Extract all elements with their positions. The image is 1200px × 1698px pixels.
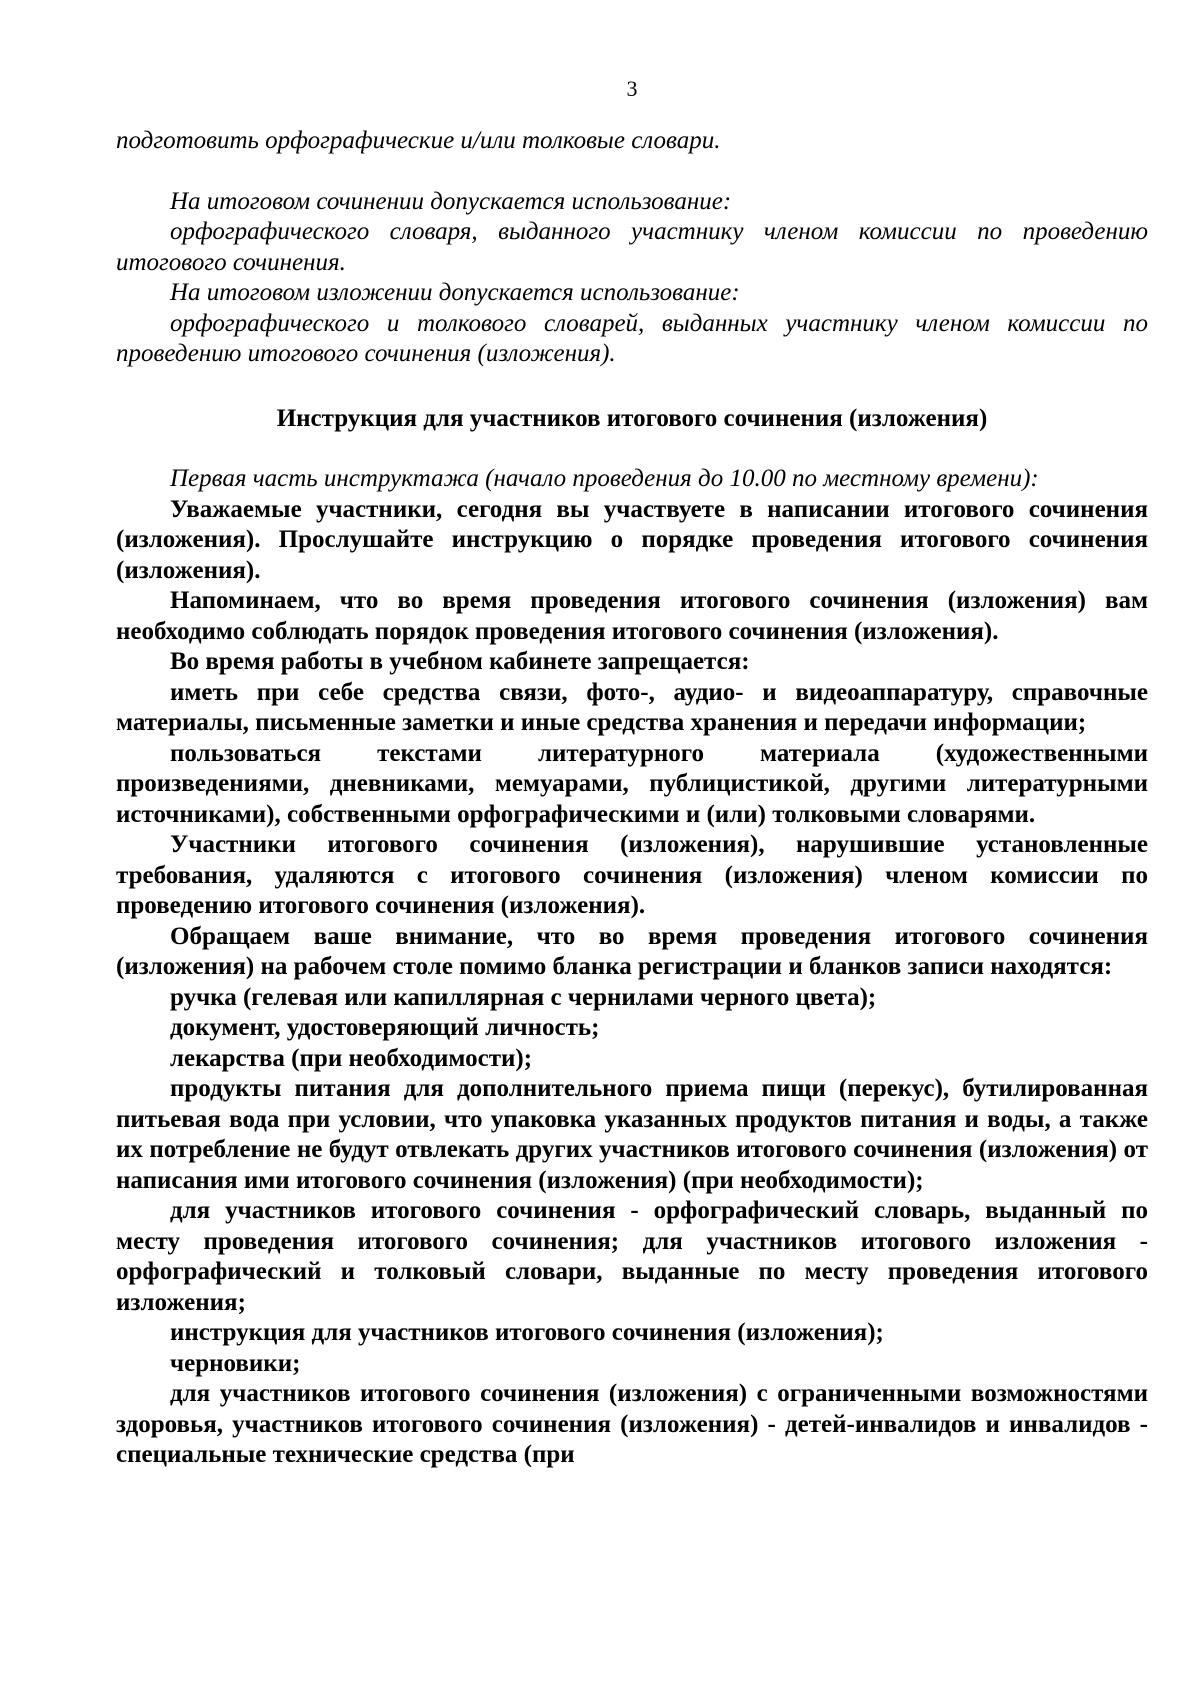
paragraph: На итоговом изложении допускается использование: (170, 279, 740, 306)
paragraph: Первая часть инструктажа (начало проведения до 10.00 по местному времени): (170, 465, 1039, 492)
paragraph: Уважаемые участники, сегодня вы участвуете в написании итогового сочинения (изложения). Прослушайте инструкцию о порядке проведения итогового сочинения (изложения). (116, 495, 1148, 584)
paragraph: подготовить орфографические и/или толковые словари. (116, 127, 721, 154)
document-body (116, 126, 1148, 1471)
paragraph: Участники итогового сочинения (изложения), нарушившие установленные требования, удаляются с итогового сочинения (изложения) членом комиссии по проведению итогового сочинения (изложения). (116, 831, 1148, 919)
list-item: лекарства (при необходимости); (170, 1044, 533, 1072)
list-item: инструкция для участников итогового сочинения (изложения); (170, 1319, 884, 1346)
list-item: пользоваться текстами литературного материала (художественными произведениями, дневниками, мемуарами, публицистикой, другими литературными источниками), собственными орфографическими и (или) толковыми словарями. (116, 739, 1148, 828)
paragraph: Напоминаем, что во время проведения итогового сочинения (изложения) вам необходимо соблюдать порядок проведения итогового сочинения (изложения). (116, 587, 1148, 645)
paragraph: На итоговом сочинении допускается использование: (170, 187, 732, 215)
list-item: продукты питания для дополнительного приема пищи (перекус), бутилированная питьевая вода при условии, что упаковка указанных продуктов питания и воды, а также их потребление не будут отвлекать других участников итогового сочинения (изложения) от написания ими итогового сочинения (изложения) (при необходимости); (116, 1075, 1148, 1194)
list-item: документ, удостоверяющий личность; (170, 1014, 600, 1041)
paragraph: орфографического и толкового словарей, выданных участнику членом комиссии по проведению итогового сочинения (изложения). (116, 309, 1148, 367)
list-item: для участников итогового сочинения - орфографический словарь, выданный по месту проведения итогового сочинения; для участников итогового изложения - орфографический и толковый словари, выданные по месту проведения итогового изложения; (116, 1197, 1148, 1316)
list-item: для участников итогового сочинения (изложения) с ограниченными возможностями здоровья, участников итогового сочинения (изложения) - детей-инвалидов и инвалидов - специальные технические средства (при (116, 1380, 1148, 1468)
paragraph: Во время работы в учебном кабинете запрещается: (170, 648, 750, 675)
section-heading: Инструкция для участников итогового сочинения (изложения) (276, 404, 988, 432)
paragraph: орфографического словаря, выданного участнику членом комиссии по проведению итогового сочинения. (116, 218, 1148, 276)
list-item: ручка (гелевая или капиллярная с чернилами черного цвета); (170, 983, 877, 1011)
list-item: иметь при себе средства связи, фото-, аудио- и видеоаппаратуру, справочные материалы, письменные заметки и иные средства хранения и передачи информации; (116, 678, 1148, 736)
paragraph: Обращаем ваше внимание, что во время проведения итогового сочинения (изложения) на рабочем столе помимо бланка регистрации и бланков записи находятся: (116, 922, 1148, 980)
page-number: 3 (626, 76, 638, 101)
list-item: черновики; (170, 1349, 301, 1377)
